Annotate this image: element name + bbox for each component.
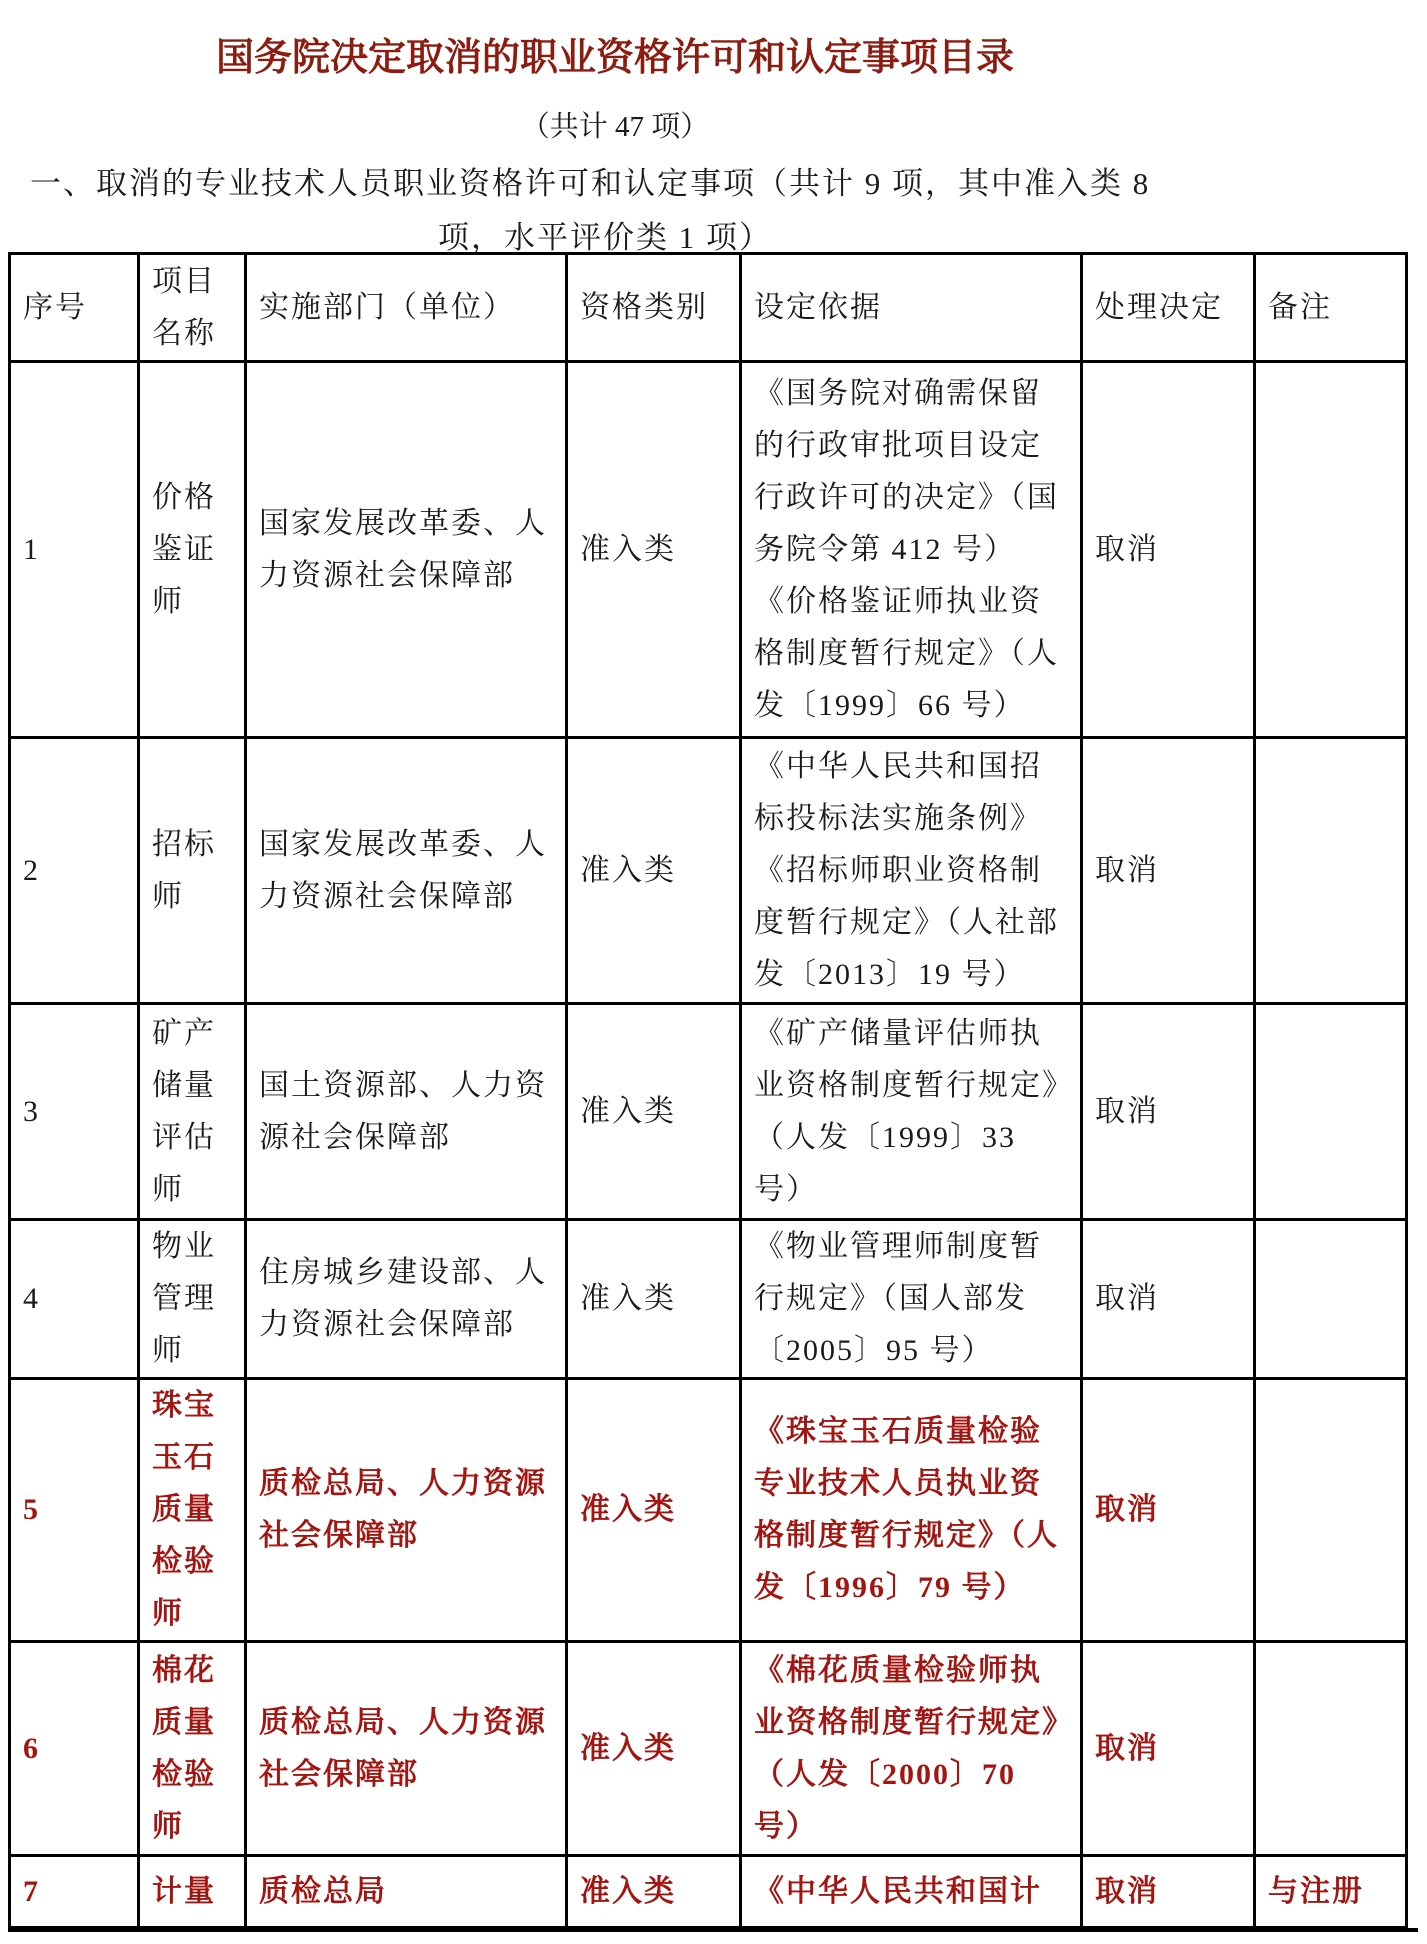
- category-cell: 准入类: [567, 1220, 741, 1379]
- row-index-cell: 4: [10, 1220, 139, 1379]
- category-cell: 准入类: [567, 362, 741, 738]
- qualification-table-region: [8, 252, 1418, 1932]
- page-title: 国务院决定取消的职业资格许可和认定事项目录: [215, 37, 1014, 79]
- section-heading-line2: 项，水平评价类 1 项）: [438, 220, 772, 255]
- basis-cell: [741, 362, 1082, 738]
- basis-paragraph: 《矿产储量评估师执业资格制度暂行规定》（人发〔1999〕33 号）: [754, 1016, 1059, 1206]
- table-row: [10, 1642, 1407, 1856]
- department-cell: 国家发展改革委、人力资源社会保障部: [246, 362, 567, 738]
- subtitle-total-count: （共计 47 项）: [520, 111, 710, 143]
- decision-cell: 取消: [1082, 1856, 1255, 1928]
- decision-cell: 取消: [1082, 1220, 1255, 1379]
- department-cell: 国家发展改革委、人力资源社会保障部: [246, 738, 567, 1004]
- basis-cell: [741, 1379, 1082, 1642]
- department-cell: 质检总局、人力资源社会保障部: [246, 1379, 567, 1642]
- project-name-cell: 招标师: [139, 738, 246, 1004]
- col-header-category: 资格类别: [567, 254, 741, 362]
- table-row: [10, 362, 1407, 738]
- decision-cell: 取消: [1082, 1004, 1255, 1220]
- table-row: [10, 738, 1407, 1004]
- basis-paragraph: 《中华人民共和国招标投标法实施条例》: [754, 749, 1042, 835]
- note-cell: [1255, 738, 1407, 1004]
- note-cell: 与注册: [1255, 1856, 1407, 1928]
- table-header-row: [10, 254, 1407, 362]
- col-header-project-name: 项目名称: [139, 254, 246, 362]
- row-index-cell: 5: [10, 1379, 139, 1642]
- project-name-cell: 物业管理师: [139, 1220, 246, 1379]
- note-cell: [1255, 1379, 1407, 1642]
- basis-paragraph: 《中华人民共和国计: [754, 1874, 1042, 1908]
- basis-paragraph: 《价格鉴证师执业资格制度暂行规定》（人发〔1999〕66 号）: [754, 584, 1059, 722]
- category-cell: 准入类: [567, 1642, 741, 1856]
- department-cell: 质检总局: [246, 1856, 567, 1928]
- col-header-basis: 设定依据: [741, 254, 1082, 362]
- note-cell: [1255, 362, 1407, 738]
- project-name-cell: 珠宝玉石质量检验师: [139, 1379, 246, 1642]
- department-cell: 国土资源部、人力资源社会保障部: [246, 1004, 567, 1220]
- col-header-index: 序号: [10, 254, 139, 362]
- basis-paragraph: 《棉花质量检验师执业资格制度暂行规定》（人发〔2000〕70 号）: [754, 1653, 1059, 1843]
- table-row: [10, 1856, 1407, 1928]
- decision-cell: 取消: [1082, 362, 1255, 738]
- category-cell: 准入类: [567, 1379, 741, 1642]
- basis-paragraph: 《招标师职业资格制度暂行规定》（人社部发〔2013〕19 号）: [754, 853, 1059, 991]
- decision-cell: 取消: [1082, 1642, 1255, 1856]
- basis-cell: [741, 738, 1082, 1004]
- section-heading-line1: 一、取消的专业技术人员职业资格许可和认定事项（共计 9 项，其中准入类 8: [30, 166, 1151, 201]
- qualification-table: [8, 252, 1408, 1929]
- note-cell: [1255, 1004, 1407, 1220]
- basis-paragraph: 《国务院对确需保留的行政审批项目设定行政许可的决定》（国务院令第 412 号）: [754, 376, 1059, 566]
- col-header-decision: 处理决定: [1082, 254, 1255, 362]
- basis-cell: [741, 1004, 1082, 1220]
- decision-cell: 取消: [1082, 738, 1255, 1004]
- note-cell: [1255, 1220, 1407, 1379]
- note-cell: [1255, 1642, 1407, 1856]
- category-cell: 准入类: [567, 1004, 741, 1220]
- table-row: [10, 1004, 1407, 1220]
- basis-paragraph: 《物业管理师制度暂行规定》（国人部发〔2005〕95 号）: [754, 1230, 1042, 1367]
- table-row: [10, 1379, 1407, 1642]
- row-index-cell: 1: [10, 362, 139, 738]
- row-index-cell: 3: [10, 1004, 139, 1220]
- decision-cell: 取消: [1082, 1379, 1255, 1642]
- department-cell: 质检总局、人力资源社会保障部: [246, 1642, 567, 1856]
- basis-cell: [741, 1642, 1082, 1856]
- category-cell: 准入类: [567, 738, 741, 1004]
- project-name-cell: 矿产储量评估师: [139, 1004, 246, 1220]
- project-name-cell: 棉花质量检验师: [139, 1642, 246, 1856]
- basis-cell: [741, 1220, 1082, 1379]
- project-name-cell: 计量: [139, 1856, 246, 1928]
- basis-cell: [741, 1856, 1082, 1928]
- col-header-note: 备注: [1255, 254, 1407, 362]
- basis-paragraph: 《珠宝玉石质量检验专业技术人员执业资格制度暂行规定》（人发〔1996〕79 号）: [754, 1415, 1059, 1604]
- department-cell: 住房城乡建设部、人力资源社会保障部: [246, 1220, 567, 1379]
- row-index-cell: 2: [10, 738, 139, 1004]
- row-index-cell: 7: [10, 1856, 139, 1928]
- row-index-cell: 6: [10, 1642, 139, 1856]
- col-header-department: 实施部门（单位）: [246, 254, 567, 362]
- category-cell: 准入类: [567, 1856, 741, 1928]
- table-row: [10, 1220, 1407, 1379]
- project-name-cell: 价格鉴证师: [139, 362, 246, 738]
